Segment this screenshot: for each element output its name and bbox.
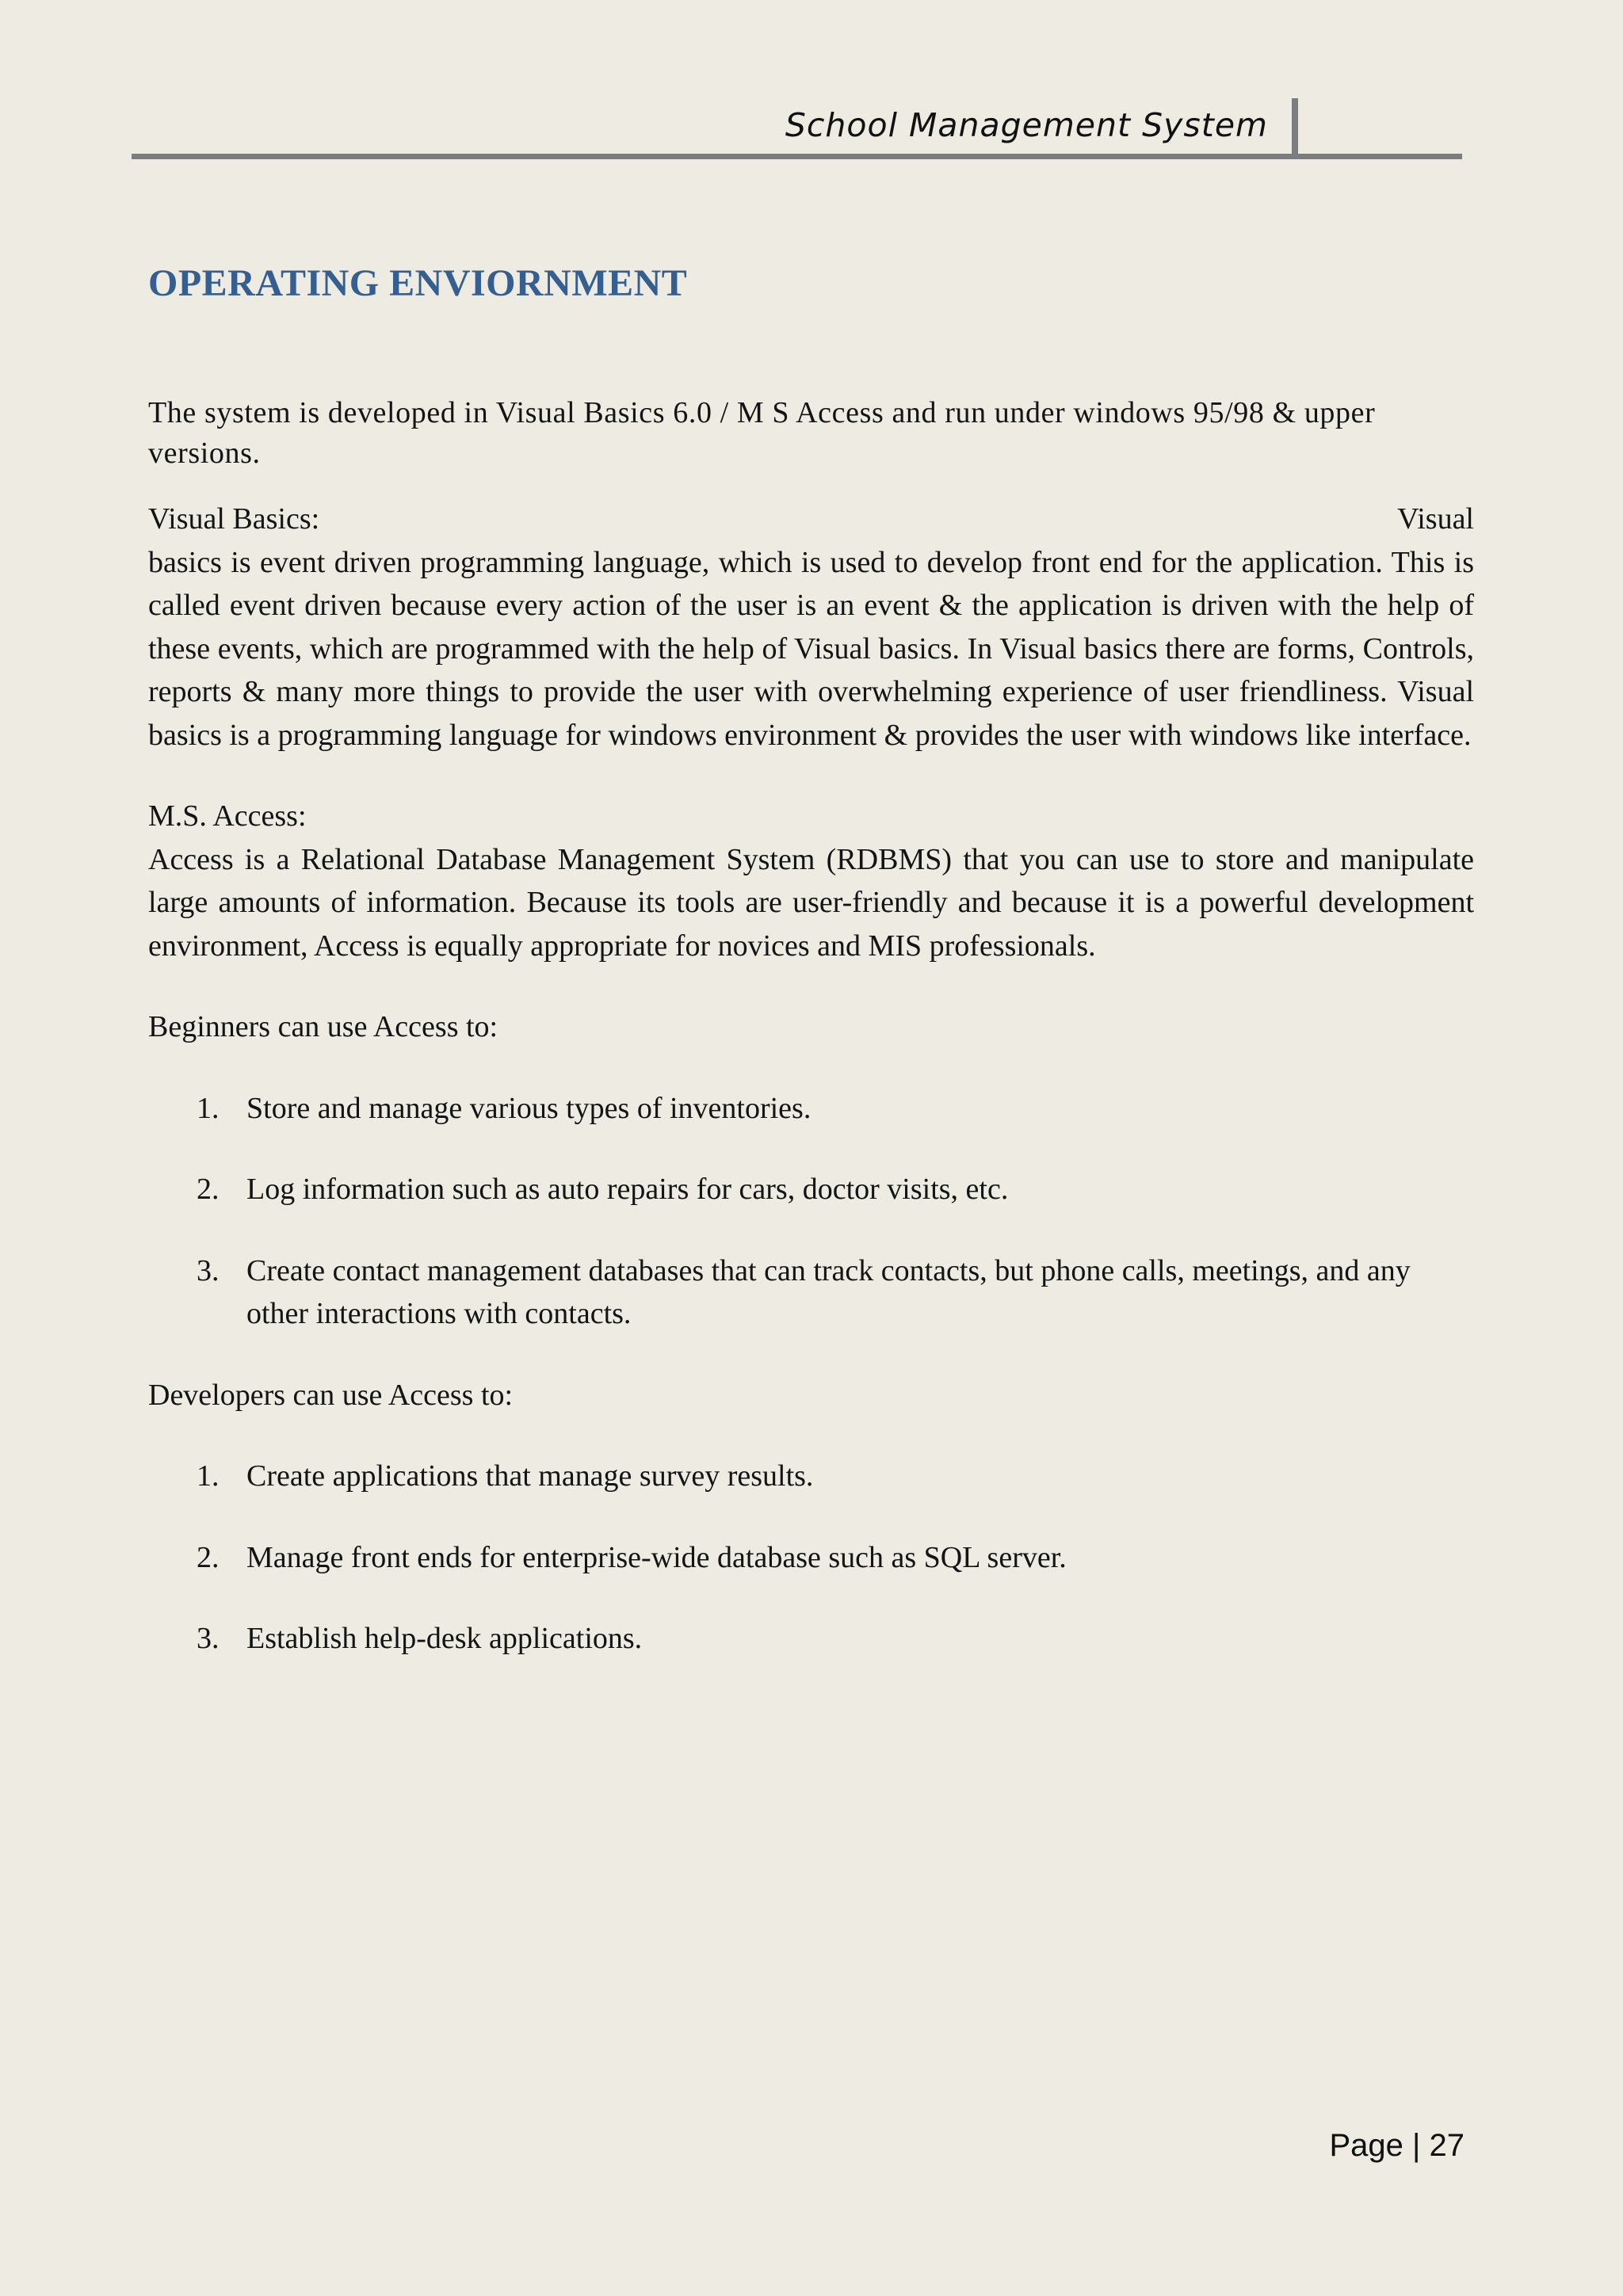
- header-rule: [132, 154, 1462, 159]
- ms-access-paragraph: Access is a Relational Database Management System (RDBMS) that you can use to store and manipulate large amounts of information. Because its tools are user-friendly and because it is a powerful development environment, Access is equally appropriate for novices and MIS professionals.: [148, 842, 1474, 963]
- list-item: [148, 1087, 1474, 1131]
- visual-basics-lead-word: Visual: [1397, 502, 1474, 536]
- list-item-number: 1.: [197, 1459, 220, 1493]
- page-number: Page | 27: [1329, 2128, 1465, 2163]
- list-item-number: 3.: [197, 1622, 220, 1655]
- list-item: [148, 1168, 1474, 1211]
- developers-lead: Developers can use Access to:: [148, 1378, 514, 1412]
- visual-basics-paragraph: basics is event driven programming language, which is used to develop front end for the application. This is called event driven because every action of the user is an event & the application is driven with the help of these events, which are programmed with the help of Visual basics. In Visual basics there are forms, Controls, reports & many more things to provide the user with overwhelming experience of user friendliness. Visual basics is a programming language for windows environment & provides the user with windows like interface.: [148, 545, 1474, 752]
- list-item-number: 2.: [197, 1540, 220, 1574]
- list-item-number: 1.: [197, 1091, 220, 1125]
- page-content: [148, 254, 1474, 1699]
- list-item: [148, 1617, 1474, 1661]
- list-item: [148, 1249, 1474, 1336]
- list-item-text: Create contact management databases that can track contacts, but phone calls, meetings, and any other interactions with contacts.: [246, 1253, 1411, 1330]
- list-item-text: Create applications that manage survey results.: [246, 1459, 814, 1493]
- beginners-lead: Beginners can use Access to:: [148, 1010, 498, 1043]
- list-item-text: Store and manage various types of inventories.: [246, 1091, 812, 1125]
- section-title: OPERATING ENVIORNMENT: [148, 262, 688, 304]
- header-divider-tick: [1292, 98, 1298, 158]
- list-item: [148, 1536, 1474, 1580]
- visual-basics-label: Visual Basics:: [148, 502, 320, 536]
- ms-access-label: M.S. Access:: [148, 799, 307, 833]
- intro-paragraph: The system is developed in Visual Basics 6.0 / M S Access and run under windows 95/98 & upper versions.: [148, 396, 1376, 470]
- list-item-number: 2.: [197, 1173, 220, 1206]
- list-item-text: Establish help-desk applications.: [246, 1622, 643, 1655]
- visual-basics-heading-line: [148, 498, 1474, 541]
- list-item-text: Manage front ends for enterprise-wide database such as SQL server.: [246, 1540, 1067, 1574]
- developers-list: [148, 1455, 1474, 1661]
- beginners-list: [148, 1087, 1474, 1336]
- list-item: [148, 1455, 1474, 1498]
- running-header-title: School Management System: [785, 106, 1268, 144]
- list-item-number: 3.: [197, 1253, 220, 1287]
- list-item-text: Log information such as auto repairs for cars, doctor visits, etc.: [246, 1173, 1009, 1206]
